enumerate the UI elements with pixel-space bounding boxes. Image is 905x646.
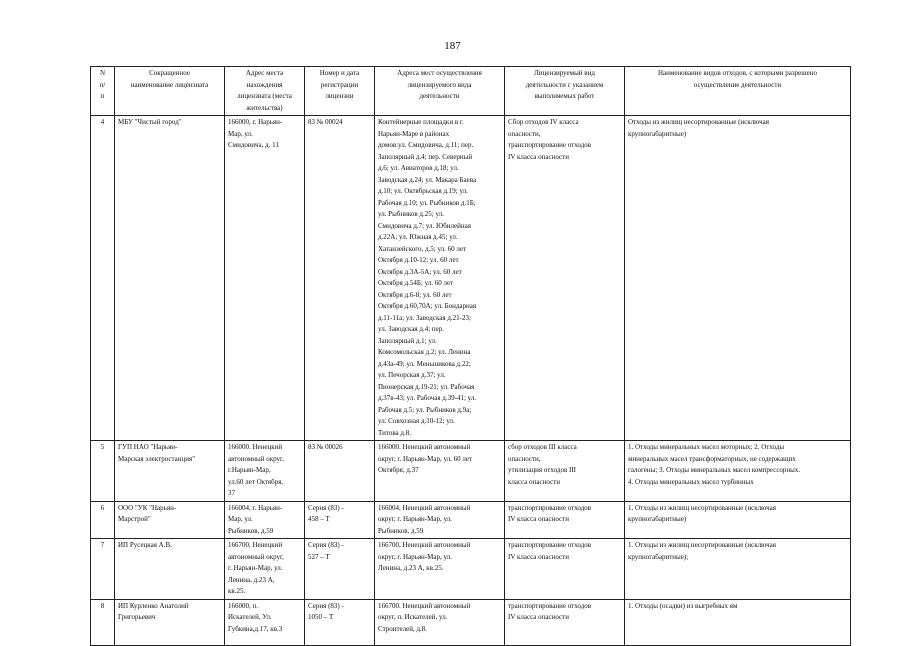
licensed-activity: транспортирование отходов IV класса опасности [505,539,625,600]
row-number: 5 [91,441,115,502]
activity-sites: 166000. Ненецкий автономный округ, г. Нарьян-Мар, ул. 60 лет Октября, д.37 [375,441,505,502]
waste-types: 1. Отходы из жилищ несортированные (исключая крупногабаритные) [625,501,851,539]
licensee-address: 166004, г. Нарьян- Мар, ул. Рыбников, д.59 [225,501,305,539]
header-waste-types: Наименование видов отходов, с которыми разрешено осуществление деятельности [625,67,851,116]
licensee-address: 166000, г. Нарьян- Мар, ул. Смидовича, д. 11 [225,116,305,441]
activity-sites: 166700, Ненецкий автономный округ, г. Нарьян-Мар, ул. Ленина, д.23 А, кв.25. [375,539,505,600]
table-row [91,539,851,600]
licensee-name: ИП Русецкая А.В. [115,539,225,600]
licensee-name: ГУП НАО "Нарьян- Марская электростанция" [115,441,225,502]
licensed-activity: транспортирование отходов IV класса опасности [505,501,625,539]
activity-sites: 166700. Ненецкий автономный округ, п. Искателей, ул. Строителей, д.8. [375,599,505,645]
license-number: Серия (83) - 458 – Т [305,501,375,539]
license-number: Серия (83) - 1050 – Т [305,599,375,645]
table-header-row [91,67,851,116]
header-license-number: Номер и дата регистрации лицензии [305,67,375,116]
licensee-name: ИП Курленко Анатолий Григорьевич [115,599,225,645]
header-licensee-name: Сокращенное наименование лицензиата [115,67,225,116]
header-activity-sites: Адреса мест осуществления лицензируемого вида деятельности [375,67,505,116]
licensee-address: 166000, п. Искателей, Ул. Губкина,д.17, кв.3 [225,599,305,645]
waste-types: 1. Отходы минеральных масел моторных; 2. Отходы минеральных масел трансформаторных, не содержащих галогены; 3. Отходы минеральных масел компрессорных. 4. Отходы минеральных масел турбинных [625,441,851,502]
page-number: 187 [444,40,461,52]
license-number: 83 № 00026 [305,441,375,502]
row-number: 7 [91,539,115,600]
row-number: 4 [91,116,115,441]
licensee-name: ООО "УК "Нарьян- Марстрой" [115,501,225,539]
waste-types: Отходы из жилищ несортированные (исключая крупногабаритные) [625,116,851,441]
licensed-activity: Сбор отходов IV класса опасности, транспортирование отходов IV класса опасности [505,116,625,441]
licensee-address: 166700, Ненецкий автономный округ, г. Нарьян-Мар, ул. Ленина, д.23 А, кв.25. [225,539,305,600]
license-number: Серия (83) - 527 – Т [305,539,375,600]
row-number: 6 [91,501,115,539]
licensee-name: МБУ "Чистый город" [115,116,225,441]
header-number: N п/ п [91,67,115,116]
activity-sites: Контейнерные площадки в г. Нарьян-Маре в районах домов:ул. Смидовича, д.11; пер. Заполярный д.4; пер. Северный д.6; ул. Авиаторов д.18; ул. Заводская д.24; ул. Макара Баева д.10; ул. Октябрьская д.19; ул. Рабочая д.10; ул. Рыбников д.1Б; ул. Рыбников д.25; ул. Смидовича д.7; ул. Юбилейная д.22А; ул. Южная д.45; ул. Хатанзейского, д.5; ул. 60 лет Октября д.10-12; ул. 60 лет Октября д.3А-5А; ул. 60 лет Октября д.54Б; ул. 60 лет Октября д.6-8; ул. 60 лет Октября д.60,70А; ул. Бондарная д.11-11а; ул. Заводская д.21-23; ул. Заводская д.4; пер. Заполярный д.1; ул. Комсомольская д.2; ул. Ленина д.43а-49; ул. Меньшикова д.22; ул. Печорская д.37; ул. Пионерская д.19-21; ул. Рабочая д.37в-43; ул. Рабочая д.39-41; ул. Рабочая д.5; ул. Рыбников д.9а; ул. Совхозная д.10-12; ул. Титова д.8. [375,116,505,441]
licensee-address: 166000. Ненецкий автономный округ, г.Нарьян-Мар, ул.60 лет Октября, 37 [225,441,305,502]
waste-types: 1. Отходы (осадки) из выгребных ям [625,599,851,645]
table-row [91,501,851,539]
table-row [91,116,851,441]
header-licensed-activity: Лицензируемый вид деятельности с указанием выполняемых работ [505,67,625,116]
activity-sites: 166004, Ненецкий автономный округ, г. Нарьян-Мар, ул. Рыбников, д.59 [375,501,505,539]
table-row [91,441,851,502]
row-number: 8 [91,599,115,645]
waste-types: 1. Отходы из жилищ несортированные (исключая крупногабаритные); [625,539,851,600]
licensed-activity: сбор отходов III класса опасности, утилизация отходов III класса опасности [505,441,625,502]
header-licensee-address: Адрес места нахождения лицензиата (места жительства) [225,67,305,116]
table-row [91,599,851,645]
licensed-activity: транспортирование отходов IV класса опасности [505,599,625,645]
license-number: 83 № 00024 [305,116,375,441]
license-registry-table [90,66,851,646]
